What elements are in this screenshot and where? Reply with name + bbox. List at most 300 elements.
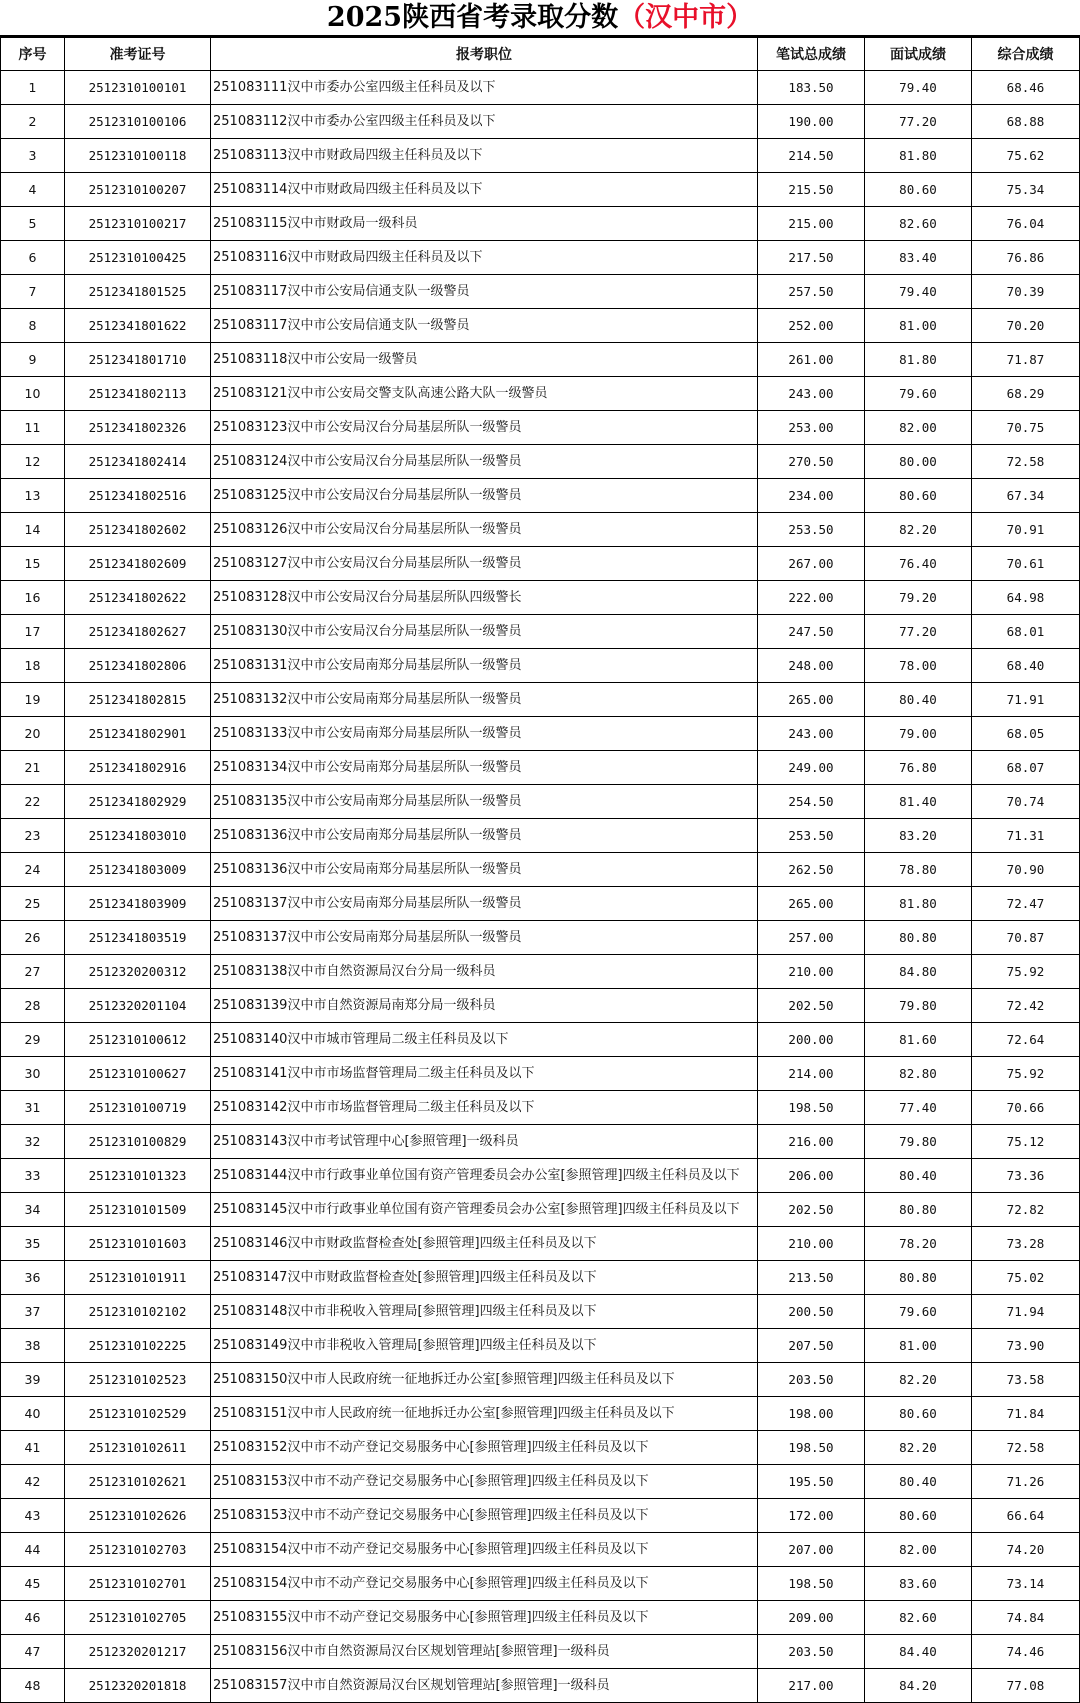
cell-interview: 80.80 — [865, 1193, 972, 1227]
cell-total: 76.04 — [972, 207, 1080, 241]
cell-position: 251083145汉中市行政事业单位国有资产管理委员会办公室[参照管理]四级主任科员及以下 — [211, 1193, 758, 1227]
cell-ticket: 2512310102703 — [65, 1533, 211, 1567]
table-row — [1, 751, 1080, 785]
cell-interview: 80.40 — [865, 1465, 972, 1499]
cell-index: 30 — [1, 1057, 65, 1091]
cell-position: 251083148汉中市非税收入管理局[参照管理]四级主任科员及以下 — [211, 1295, 758, 1329]
cell-total: 68.40 — [972, 649, 1080, 683]
cell-interview: 80.60 — [865, 479, 972, 513]
cell-ticket: 2512310100719 — [65, 1091, 211, 1125]
cell-ticket: 2512341803010 — [65, 819, 211, 853]
table-row — [1, 955, 1080, 989]
cell-ticket: 2512341801622 — [65, 309, 211, 343]
cell-index: 44 — [1, 1533, 65, 1567]
cell-interview: 80.60 — [865, 1397, 972, 1431]
cell-position: 251083154汉中市不动产登记交易服务中心[参照管理]四级主任科员及以下 — [211, 1533, 758, 1567]
cell-total: 68.46 — [972, 71, 1080, 105]
cell-written: 257.00 — [758, 921, 865, 955]
cell-position: 251083112汉中市委办公室四级主任科员及以下 — [211, 105, 758, 139]
cell-total: 77.08 — [972, 1669, 1080, 1703]
cell-index: 45 — [1, 1567, 65, 1601]
cell-index: 3 — [1, 139, 65, 173]
cell-total: 71.87 — [972, 343, 1080, 377]
cell-interview: 79.60 — [865, 377, 972, 411]
cell-index: 23 — [1, 819, 65, 853]
cell-index: 29 — [1, 1023, 65, 1057]
table-row — [1, 241, 1080, 275]
cell-total: 64.98 — [972, 581, 1080, 615]
cell-ticket: 2512341802602 — [65, 513, 211, 547]
cell-ticket: 2512310100425 — [65, 241, 211, 275]
cell-total: 68.07 — [972, 751, 1080, 785]
cell-total: 71.94 — [972, 1295, 1080, 1329]
cell-total: 73.36 — [972, 1159, 1080, 1193]
cell-written: 261.00 — [758, 343, 865, 377]
cell-interview: 80.80 — [865, 1261, 972, 1295]
table-row — [1, 1159, 1080, 1193]
cell-index: 21 — [1, 751, 65, 785]
cell-ticket: 2512320201217 — [65, 1635, 211, 1669]
cell-ticket: 2512320200312 — [65, 955, 211, 989]
cell-index: 43 — [1, 1499, 65, 1533]
cell-interview: 79.60 — [865, 1295, 972, 1329]
title-city: 汉中市 — [645, 2, 727, 33]
cell-written: 172.00 — [758, 1499, 865, 1533]
cell-interview: 79.20 — [865, 581, 972, 615]
cell-total: 75.92 — [972, 955, 1080, 989]
table-row — [1, 1601, 1080, 1635]
cell-position: 251083137汉中市公安局南郑分局基层所队一级警员 — [211, 887, 758, 921]
cell-total: 72.64 — [972, 1023, 1080, 1057]
cell-index: 27 — [1, 955, 65, 989]
table-row — [1, 921, 1080, 955]
cell-written: 202.50 — [758, 1193, 865, 1227]
cell-index: 32 — [1, 1125, 65, 1159]
cell-interview: 81.40 — [865, 785, 972, 819]
cell-ticket: 2512310100207 — [65, 173, 211, 207]
cell-written: 200.50 — [758, 1295, 865, 1329]
cell-position: 251083152汉中市不动产登记交易服务中心[参照管理]四级主任科员及以下 — [211, 1431, 758, 1465]
cell-written: 198.50 — [758, 1091, 865, 1125]
cell-total: 72.82 — [972, 1193, 1080, 1227]
table-row — [1, 445, 1080, 479]
cell-total: 73.14 — [972, 1567, 1080, 1601]
cell-interview: 82.60 — [865, 1601, 972, 1635]
cell-ticket: 2512341803909 — [65, 887, 211, 921]
table-row — [1, 1397, 1080, 1431]
table-body — [1, 71, 1080, 1703]
cell-interview: 84.20 — [865, 1669, 972, 1703]
cell-written: 198.00 — [758, 1397, 865, 1431]
cell-total: 75.62 — [972, 139, 1080, 173]
cell-written: 198.50 — [758, 1431, 865, 1465]
cell-index: 48 — [1, 1669, 65, 1703]
cell-written: 207.50 — [758, 1329, 865, 1363]
cell-index: 17 — [1, 615, 65, 649]
cell-ticket: 2512310102529 — [65, 1397, 211, 1431]
cell-index: 20 — [1, 717, 65, 751]
cell-index: 41 — [1, 1431, 65, 1465]
cell-index: 8 — [1, 309, 65, 343]
cell-written: 243.00 — [758, 377, 865, 411]
cell-ticket: 2512320201818 — [65, 1669, 211, 1703]
col-header-ticket: 准考证号 — [65, 38, 211, 71]
table-row — [1, 649, 1080, 683]
cell-interview: 82.20 — [865, 1363, 972, 1397]
cell-ticket: 2512341801710 — [65, 343, 211, 377]
cell-position: 251083116汉中市财政局四级主任科员及以下 — [211, 241, 758, 275]
cell-total: 70.20 — [972, 309, 1080, 343]
cell-position: 251083155汉中市不动产登记交易服务中心[参照管理]四级主任科员及以下 — [211, 1601, 758, 1635]
cell-written: 252.00 — [758, 309, 865, 343]
cell-ticket: 2512310102523 — [65, 1363, 211, 1397]
table-row — [1, 1091, 1080, 1125]
cell-index: 36 — [1, 1261, 65, 1295]
cell-position: 251083144汉中市行政事业单位国有资产管理委员会办公室[参照管理]四级主任科员及以下 — [211, 1159, 758, 1193]
table-row — [1, 853, 1080, 887]
cell-position: 251083114汉中市财政局四级主任科员及以下 — [211, 173, 758, 207]
cell-ticket: 2512310102621 — [65, 1465, 211, 1499]
cell-written: 216.00 — [758, 1125, 865, 1159]
cell-index: 35 — [1, 1227, 65, 1261]
cell-total: 70.61 — [972, 547, 1080, 581]
cell-total: 73.58 — [972, 1363, 1080, 1397]
cell-position: 251083133汉中市公安局南郑分局基层所队一级警员 — [211, 717, 758, 751]
header-row — [1, 38, 1080, 71]
cell-ticket: 2512310100627 — [65, 1057, 211, 1091]
cell-interview: 79.80 — [865, 989, 972, 1023]
cell-ticket: 2512310102225 — [65, 1329, 211, 1363]
cell-ticket: 2512310102626 — [65, 1499, 211, 1533]
cell-interview: 76.40 — [865, 547, 972, 581]
cell-ticket: 2512341802414 — [65, 445, 211, 479]
cell-ticket: 2512310101603 — [65, 1227, 211, 1261]
table-row — [1, 173, 1080, 207]
col-header-position: 报考职位 — [211, 38, 758, 71]
cell-position: 251083156汉中市自然资源局汉台区规划管理站[参照管理]一级科员 — [211, 1635, 758, 1669]
cell-written: 257.50 — [758, 275, 865, 309]
score-table — [0, 37, 1080, 1703]
cell-written: 195.50 — [758, 1465, 865, 1499]
cell-index: 39 — [1, 1363, 65, 1397]
cell-index: 14 — [1, 513, 65, 547]
cell-total: 71.91 — [972, 683, 1080, 717]
cell-total: 67.34 — [972, 479, 1080, 513]
table-row — [1, 105, 1080, 139]
cell-written: 265.00 — [758, 887, 865, 921]
cell-ticket: 2512341802916 — [65, 751, 211, 785]
cell-written: 213.50 — [758, 1261, 865, 1295]
cell-ticket: 2512341802516 — [65, 479, 211, 513]
cell-index: 42 — [1, 1465, 65, 1499]
cell-position: 251083137汉中市公安局南郑分局基层所队一级警员 — [211, 921, 758, 955]
cell-written: 183.50 — [758, 71, 865, 105]
cell-written: 210.00 — [758, 1227, 865, 1261]
cell-total: 74.46 — [972, 1635, 1080, 1669]
table-row — [1, 207, 1080, 241]
cell-position: 251083121汉中市公安局交警支队高速公路大队一级警员 — [211, 377, 758, 411]
cell-written: 247.50 — [758, 615, 865, 649]
cell-total: 76.86 — [972, 241, 1080, 275]
cell-position: 251083138汉中市自然资源局汉台分局一级科员 — [211, 955, 758, 989]
cell-interview: 81.80 — [865, 139, 972, 173]
cell-index: 38 — [1, 1329, 65, 1363]
cell-index: 47 — [1, 1635, 65, 1669]
table-row — [1, 887, 1080, 921]
cell-index: 5 — [1, 207, 65, 241]
cell-interview: 84.40 — [865, 1635, 972, 1669]
table-row — [1, 1295, 1080, 1329]
cell-written: 215.50 — [758, 173, 865, 207]
cell-position: 251083135汉中市公安局南郑分局基层所队一级警员 — [211, 785, 758, 819]
cell-ticket: 2512310102102 — [65, 1295, 211, 1329]
cell-written: 248.00 — [758, 649, 865, 683]
cell-ticket: 2512310100118 — [65, 139, 211, 173]
cell-position: 251083150汉中市人民政府统一征地拆迁办公室[参照管理]四级主任科员及以下 — [211, 1363, 758, 1397]
cell-position: 251083132汉中市公安局南郑分局基层所队一级警员 — [211, 683, 758, 717]
table-row — [1, 1193, 1080, 1227]
cell-index: 26 — [1, 921, 65, 955]
cell-interview: 82.00 — [865, 411, 972, 445]
cell-ticket: 2512310102705 — [65, 1601, 211, 1635]
cell-total: 68.05 — [972, 717, 1080, 751]
cell-index: 15 — [1, 547, 65, 581]
cell-position: 251083140汉中市城市管理局二级主任科员及以下 — [211, 1023, 758, 1057]
cell-total: 74.84 — [972, 1601, 1080, 1635]
cell-ticket: 2512341802806 — [65, 649, 211, 683]
page-title — [0, 0, 1080, 37]
cell-position: 251083136汉中市公安局南郑分局基层所队一级警员 — [211, 853, 758, 887]
cell-written: 202.50 — [758, 989, 865, 1023]
table-row — [1, 71, 1080, 105]
cell-interview: 83.40 — [865, 241, 972, 275]
cell-interview: 81.80 — [865, 343, 972, 377]
cell-total: 70.91 — [972, 513, 1080, 547]
cell-total: 72.58 — [972, 1431, 1080, 1465]
cell-total: 73.90 — [972, 1329, 1080, 1363]
cell-interview: 79.40 — [865, 71, 972, 105]
cell-ticket: 2512310102611 — [65, 1431, 211, 1465]
cell-position: 251083117汉中市公安局信通支队一级警员 — [211, 309, 758, 343]
table-row — [1, 683, 1080, 717]
cell-index: 2 — [1, 105, 65, 139]
cell-interview: 82.60 — [865, 207, 972, 241]
cell-ticket: 2512341802627 — [65, 615, 211, 649]
cell-index: 19 — [1, 683, 65, 717]
table-row — [1, 1465, 1080, 1499]
cell-index: 22 — [1, 785, 65, 819]
cell-ticket: 2512341802113 — [65, 377, 211, 411]
cell-total: 71.31 — [972, 819, 1080, 853]
cell-interview: 79.80 — [865, 1125, 972, 1159]
cell-written: 207.00 — [758, 1533, 865, 1567]
cell-interview: 80.00 — [865, 445, 972, 479]
cell-position: 251083147汉中市财政监督检查处[参照管理]四级主任科员及以下 — [211, 1261, 758, 1295]
cell-position: 251083130汉中市公安局汉台分局基层所队一级警员 — [211, 615, 758, 649]
cell-total: 75.92 — [972, 1057, 1080, 1091]
cell-index: 25 — [1, 887, 65, 921]
table-row — [1, 479, 1080, 513]
cell-index: 13 — [1, 479, 65, 513]
cell-position: 251083115汉中市财政局一级科员 — [211, 207, 758, 241]
cell-interview: 82.00 — [865, 1533, 972, 1567]
cell-ticket: 2512320201104 — [65, 989, 211, 1023]
cell-interview: 80.80 — [865, 921, 972, 955]
cell-ticket: 2512341802815 — [65, 683, 211, 717]
cell-position: 251083143汉中市考试管理中心[参照管理]一级科员 — [211, 1125, 758, 1159]
cell-total: 71.26 — [972, 1465, 1080, 1499]
table-row — [1, 1499, 1080, 1533]
table-row — [1, 309, 1080, 343]
cell-ticket: 2512341803009 — [65, 853, 211, 887]
cell-interview: 78.80 — [865, 853, 972, 887]
table-row — [1, 1669, 1080, 1703]
cell-total: 70.90 — [972, 853, 1080, 887]
cell-index: 18 — [1, 649, 65, 683]
cell-index: 4 — [1, 173, 65, 207]
table-row — [1, 411, 1080, 445]
cell-index: 28 — [1, 989, 65, 1023]
cell-written: 253.50 — [758, 513, 865, 547]
table-row — [1, 1023, 1080, 1057]
col-header-index: 序号 — [1, 38, 65, 71]
cell-position: 251083123汉中市公安局汉台分局基层所队一级警员 — [211, 411, 758, 445]
cell-interview: 82.20 — [865, 1431, 972, 1465]
cell-written: 267.00 — [758, 547, 865, 581]
cell-total: 70.39 — [972, 275, 1080, 309]
cell-interview: 80.40 — [865, 1159, 972, 1193]
cell-written: 265.00 — [758, 683, 865, 717]
table-row — [1, 1261, 1080, 1295]
cell-ticket: 2512310100106 — [65, 105, 211, 139]
cell-total: 75.02 — [972, 1261, 1080, 1295]
cell-interview: 81.80 — [865, 887, 972, 921]
cell-total: 66.64 — [972, 1499, 1080, 1533]
cell-written: 203.50 — [758, 1635, 865, 1669]
cell-total: 71.84 — [972, 1397, 1080, 1431]
table-row — [1, 989, 1080, 1023]
cell-written: 234.00 — [758, 479, 865, 513]
cell-written: 253.00 — [758, 411, 865, 445]
cell-written: 253.50 — [758, 819, 865, 853]
table-row — [1, 1635, 1080, 1669]
table-row — [1, 1329, 1080, 1363]
cell-index: 24 — [1, 853, 65, 887]
cell-total: 75.34 — [972, 173, 1080, 207]
cell-position: 251083153汉中市不动产登记交易服务中心[参照管理]四级主任科员及以下 — [211, 1465, 758, 1499]
cell-interview: 76.80 — [865, 751, 972, 785]
cell-ticket: 2512341802609 — [65, 547, 211, 581]
cell-index: 1 — [1, 71, 65, 105]
cell-total: 70.74 — [972, 785, 1080, 819]
title-paren-close: ） — [726, 2, 754, 33]
cell-interview: 78.20 — [865, 1227, 972, 1261]
cell-position: 251083113汉中市财政局四级主任科员及以下 — [211, 139, 758, 173]
cell-written: 243.00 — [758, 717, 865, 751]
cell-written: 254.50 — [758, 785, 865, 819]
cell-interview: 80.40 — [865, 683, 972, 717]
cell-total: 68.01 — [972, 615, 1080, 649]
table-row — [1, 1567, 1080, 1601]
cell-position: 251083146汉中市财政监督检查处[参照管理]四级主任科员及以下 — [211, 1227, 758, 1261]
cell-position: 251083117汉中市公安局信通支队一级警员 — [211, 275, 758, 309]
cell-interview: 81.00 — [865, 1329, 972, 1363]
cell-index: 40 — [1, 1397, 65, 1431]
cell-total: 70.66 — [972, 1091, 1080, 1125]
cell-ticket: 2512341802929 — [65, 785, 211, 819]
cell-ticket: 2512310100829 — [65, 1125, 211, 1159]
table-row — [1, 343, 1080, 377]
cell-ticket: 2512310100217 — [65, 207, 211, 241]
cell-interview: 81.60 — [865, 1023, 972, 1057]
cell-interview: 82.80 — [865, 1057, 972, 1091]
col-header-interview: 面试成绩 — [865, 38, 972, 71]
table-row — [1, 513, 1080, 547]
cell-index: 7 — [1, 275, 65, 309]
cell-index: 12 — [1, 445, 65, 479]
cell-interview: 83.60 — [865, 1567, 972, 1601]
cell-index: 34 — [1, 1193, 65, 1227]
cell-total: 73.28 — [972, 1227, 1080, 1261]
cell-written: 214.50 — [758, 139, 865, 173]
cell-total: 68.29 — [972, 377, 1080, 411]
cell-written: 209.00 — [758, 1601, 865, 1635]
cell-written: 198.50 — [758, 1567, 865, 1601]
table-row — [1, 139, 1080, 173]
cell-written: 215.00 — [758, 207, 865, 241]
cell-written: 190.00 — [758, 105, 865, 139]
cell-written: 270.50 — [758, 445, 865, 479]
cell-total: 75.12 — [972, 1125, 1080, 1159]
table-row — [1, 717, 1080, 751]
cell-ticket: 2512341803519 — [65, 921, 211, 955]
cell-position: 251083139汉中市自然资源局南郑分局一级科员 — [211, 989, 758, 1023]
cell-written: 200.00 — [758, 1023, 865, 1057]
cell-index: 6 — [1, 241, 65, 275]
cell-position: 251083154汉中市不动产登记交易服务中心[参照管理]四级主任科员及以下 — [211, 1567, 758, 1601]
cell-total: 68.88 — [972, 105, 1080, 139]
table-row — [1, 785, 1080, 819]
cell-interview: 79.40 — [865, 275, 972, 309]
cell-index: 10 — [1, 377, 65, 411]
table-row — [1, 377, 1080, 411]
table-row — [1, 547, 1080, 581]
cell-interview: 82.20 — [865, 513, 972, 547]
cell-position: 251083157汉中市自然资源局汉台区规划管理站[参照管理]一级科员 — [211, 1669, 758, 1703]
col-header-total: 综合成绩 — [972, 38, 1080, 71]
cell-position: 251083153汉中市不动产登记交易服务中心[参照管理]四级主任科员及以下 — [211, 1499, 758, 1533]
cell-ticket: 2512310100101 — [65, 71, 211, 105]
col-header-written: 笔试总成绩 — [758, 38, 865, 71]
title-paren-open: （ — [618, 2, 646, 33]
cell-written: 203.50 — [758, 1363, 865, 1397]
cell-interview: 83.20 — [865, 819, 972, 853]
cell-written: 222.00 — [758, 581, 865, 615]
cell-ticket: 2512341802901 — [65, 717, 211, 751]
table-row — [1, 1227, 1080, 1261]
cell-interview: 80.60 — [865, 173, 972, 207]
cell-written: 206.00 — [758, 1159, 865, 1193]
cell-ticket: 2512341802622 — [65, 581, 211, 615]
cell-ticket: 2512310102701 — [65, 1567, 211, 1601]
table-row — [1, 1125, 1080, 1159]
table-row — [1, 819, 1080, 853]
cell-written: 210.00 — [758, 955, 865, 989]
cell-position: 251083126汉中市公安局汉台分局基层所队一级警员 — [211, 513, 758, 547]
cell-position: 251083118汉中市公安局一级警员 — [211, 343, 758, 377]
cell-index: 31 — [1, 1091, 65, 1125]
cell-written: 262.50 — [758, 853, 865, 887]
